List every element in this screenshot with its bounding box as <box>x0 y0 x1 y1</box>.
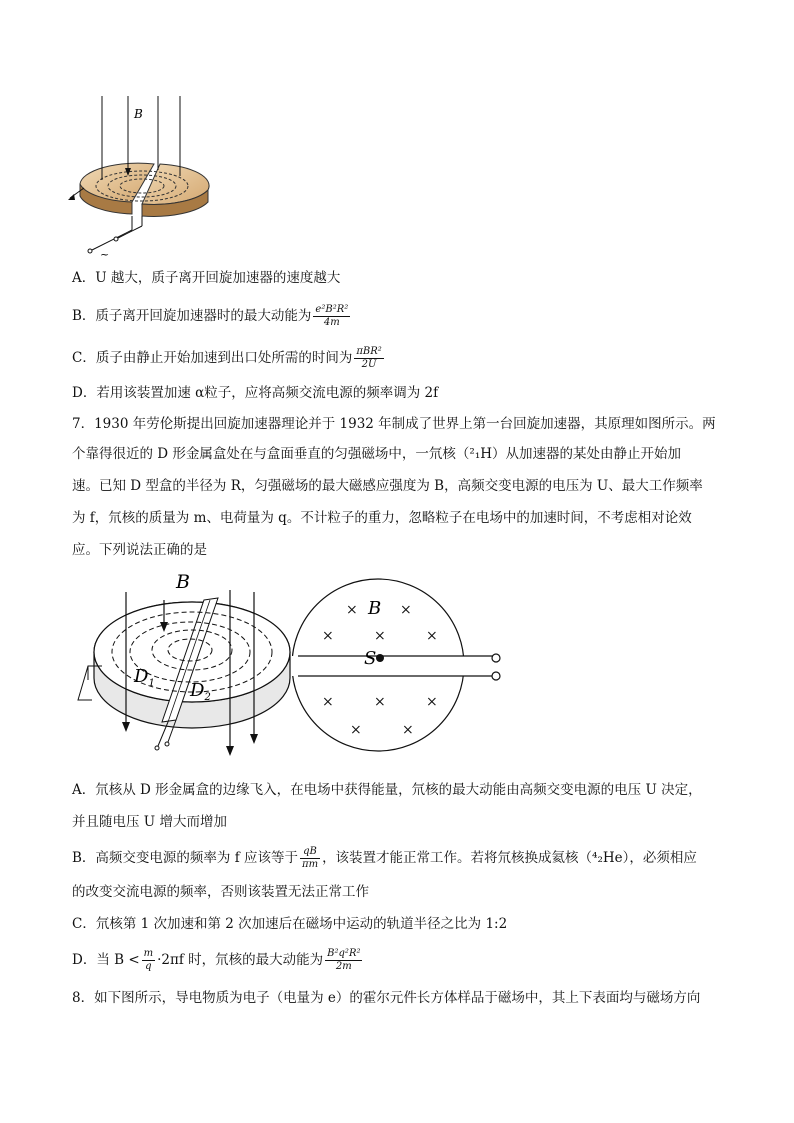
q6-option-d: D．若用该装置加速 α粒子，应将高频交流电源的频率调为 2f <box>72 385 439 401</box>
q7-d-numerator: B²q²R² <box>327 948 361 959</box>
fig1-b-label: B <box>134 107 143 121</box>
svg-text:×: × <box>426 694 438 710</box>
q7-d-frac1-denominator: q <box>145 961 152 972</box>
svg-text:×: × <box>400 602 412 618</box>
cyclotron-figure-2-top <box>292 570 504 760</box>
q7-stem-line-3: 速。已知 D 型盒的半径为 R，匀强磁场的最大磁感应强度为 B，高频交变电源的电压为 U、最大工作频率 <box>72 478 703 494</box>
cyclotron-figure-1 <box>62 92 222 260</box>
q6-c-denominator: 2U <box>361 359 377 370</box>
q7-stem-line-2: 个靠得很近的 D 形金属盒处在与盒面垂直的匀强磁场中，一氘核（²₁H）从加速器的某处由静止开始加 <box>72 446 682 462</box>
cyclotron-figure-2-3d <box>72 570 296 758</box>
q6-b-denominator: 4m <box>323 317 340 328</box>
svg-text:×: × <box>374 694 386 710</box>
svg-text:×: × <box>374 628 386 644</box>
q7-b-numerator: qB <box>300 846 320 859</box>
q7-b-denominator: πm <box>302 859 319 870</box>
q7-stem-line-4: 为 f，氘核的质量为 m、电荷量为 q。不计粒子的重力，忽略粒子在电场中的加速时间，不考虑相对论效 <box>72 510 692 526</box>
svg-text:×: × <box>322 694 334 710</box>
q7-b-text-after: ，该装置才能正常工作。若将氘核换成氦核（⁴₂He），必须相应 <box>322 850 697 866</box>
q6-b-numerator: e²B²R² <box>315 304 349 315</box>
q8-stem-line-1: 8．如下图所示，导电物质为电子（电量为 e）的霍尔元件长方体样品于磁场中，其上下表面均与磁场方向 <box>72 990 701 1006</box>
q7-option-b-line-2: 的改变交流电源的频率，否则该装置无法正常工作 <box>72 884 369 900</box>
svg-text:×: × <box>350 722 362 738</box>
q7-option-c: C．氘核第 1 次加速和第 2 次加速后在磁场中运动的轨道半径之比为 1:2 <box>72 916 508 932</box>
fig2-right-b-label: B <box>368 598 382 619</box>
q6-c-text: C．质子由静止开始加速到出口处所需的时间为 <box>72 350 353 366</box>
svg-text:×: × <box>402 722 414 738</box>
q6-b-text: B．质子离开回旋加速器时的最大动能为 <box>72 308 312 324</box>
fig2-b-label: B <box>176 571 190 593</box>
q7-b-fraction <box>300 846 320 871</box>
q7-option-a-line-2: 并且随电压 U 增大而增加 <box>72 814 227 830</box>
q7-d-text-mid: ·2πf 时，氘核的最大动能为 <box>157 952 324 968</box>
q6-c-numerator: πBR² <box>356 346 382 357</box>
q6-option-c <box>72 346 386 371</box>
q7-d-denominator: 2m <box>335 961 352 972</box>
q7-stem-line-1: 7．1930 年劳伦斯提出回旋加速器理论并于 1932 年制成了世界上第一台回旋加速器，其原理如图所示。两 <box>72 416 716 432</box>
fig2-d2-label: $D_2$ <box>190 680 211 703</box>
fig2-d1-label: $D_1$ <box>134 666 155 689</box>
q7-option-d <box>72 948 364 973</box>
svg-text:×: × <box>346 602 358 618</box>
q6-option-a: A．U 越大，质子离开回旋加速器的速度越大 <box>72 270 341 286</box>
q6-option-b <box>72 304 352 329</box>
q7-d-fraction-2 <box>325 948 362 973</box>
fig1-tilde: ~ <box>100 248 110 260</box>
q7-option-a-line-1: A．氘核从 D 形金属盒的边缘飞入，在电场中获得能量，氘核的最大动能由高频交变电源的电压 U 决定， <box>72 782 702 798</box>
q7-b-text: B．高频交变电源的频率为 f 应该等于 <box>72 850 298 866</box>
q7-d-frac1-numerator: m <box>143 948 154 959</box>
svg-text:×: × <box>426 628 438 644</box>
q7-d-fraction-1 <box>142 948 155 973</box>
fig2-s-label: S <box>364 648 377 669</box>
q7-option-b-line-1 <box>72 846 697 871</box>
q6-b-fraction <box>313 304 350 329</box>
q7-d-text: D．当 B < <box>72 952 140 968</box>
q6-c-fraction <box>354 346 383 371</box>
q7-stem-line-5: 应。下列说法正确的是 <box>72 542 207 558</box>
svg-text:×: × <box>322 628 334 644</box>
